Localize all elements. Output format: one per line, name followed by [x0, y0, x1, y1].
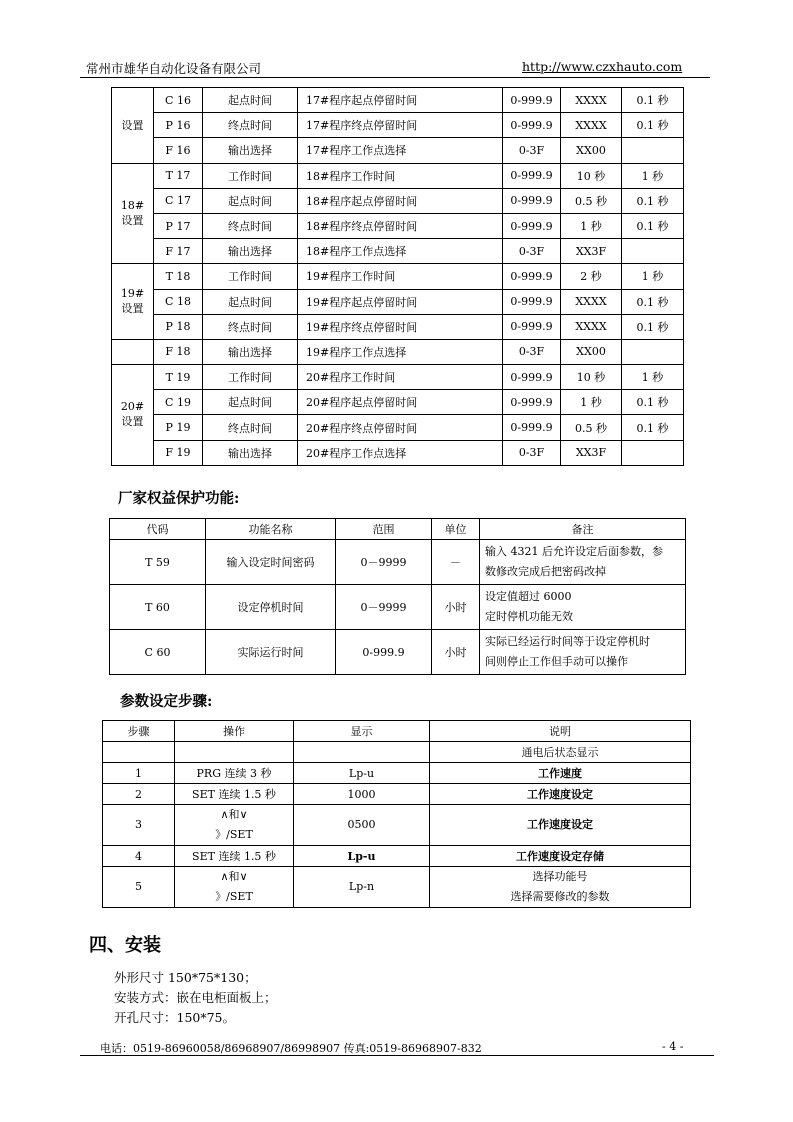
cell-name: 设定停机时间 — [206, 585, 336, 630]
cell-name: 起点时间 — [203, 188, 298, 213]
cell-range: 0-999.9 — [336, 630, 432, 675]
protection-table — [109, 518, 686, 675]
program-parameter-table — [111, 87, 684, 466]
cell-range: 0－9999 — [336, 585, 432, 630]
cell-note-line: 设定值超过 6000 — [485, 590, 572, 603]
table-row — [103, 867, 691, 908]
group-label — [112, 264, 154, 340]
cell-code: F 17 — [154, 239, 203, 264]
cell-code: F 19 — [154, 440, 203, 465]
cell-name: 终点时间 — [203, 415, 298, 440]
cell-unit: 1 秒 — [622, 264, 684, 289]
cell-description-line: 通电后状态显示 — [521, 746, 599, 759]
cell-code: C 18 — [154, 289, 203, 314]
cell-operation-line: ∧和∨ — [220, 808, 248, 821]
table-row — [112, 365, 684, 390]
cell-unit — [622, 239, 684, 264]
cell-range: 0-999.9 — [503, 365, 561, 390]
cell-display: Lp-u — [294, 763, 430, 784]
group-label — [112, 365, 154, 466]
cell-name: 终点时间 — [203, 213, 298, 238]
column-header: 显示 — [294, 721, 430, 742]
cell-description — [430, 867, 691, 908]
cell-step: 3 — [103, 805, 175, 846]
column-header: 说明 — [430, 721, 691, 742]
column-header: 操作 — [175, 721, 294, 742]
cell-display — [294, 742, 430, 763]
column-header: 范围 — [336, 519, 432, 540]
cell-unit — [622, 339, 684, 364]
group-label-line: 20# — [120, 400, 145, 414]
cell-unit: 小时 — [432, 585, 480, 630]
cell-default: XXXX — [561, 289, 622, 314]
cell-default: 2 秒 — [561, 264, 622, 289]
cell-operation-line: PRG 连续 3 秒 — [196, 767, 272, 780]
table-row — [112, 415, 684, 440]
cell-default: XX3F — [561, 239, 622, 264]
cell-operation — [175, 763, 294, 784]
cell-default: XXXX — [561, 113, 622, 138]
table-row — [112, 188, 684, 213]
table-row — [112, 138, 684, 163]
table-row — [112, 113, 684, 138]
column-header: 单位 — [432, 519, 480, 540]
cell-description: 17#程序工作点选择 — [298, 138, 503, 163]
header-divider — [80, 77, 710, 78]
group-label — [112, 88, 154, 164]
cell-unit: 0.1 秒 — [622, 314, 684, 339]
cell-range: 0-999.9 — [503, 390, 561, 415]
install-heading: 四、安装 — [89, 935, 161, 956]
cell-note-line: 数修改完成后把密码改掉 — [485, 565, 606, 578]
cell-unit: 1 秒 — [622, 163, 684, 188]
cell-name: 终点时间 — [203, 314, 298, 339]
cell-unit: 0.1 秒 — [622, 88, 684, 113]
protection-heading: 厂家权益保护功能: — [118, 490, 240, 507]
table-row — [112, 264, 684, 289]
table-row — [112, 440, 684, 465]
table-row — [103, 742, 691, 763]
column-header: 步骤 — [103, 721, 175, 742]
header-url-link[interactable]: http://www.czxhauto.com — [522, 59, 683, 74]
cell-operation — [175, 784, 294, 805]
cell-operation-line: ∧和∨ — [220, 870, 248, 883]
cell-range: 0-999.9 — [503, 289, 561, 314]
cell-description — [430, 805, 691, 846]
table-row — [112, 213, 684, 238]
footer-page-number: - 4 - — [662, 1040, 684, 1053]
cell-code: P 16 — [154, 113, 203, 138]
cell-description: 20#程序工作时间 — [298, 365, 503, 390]
steps-heading: 参数设定步骤: — [120, 693, 213, 710]
cell-unit: 0.1 秒 — [622, 415, 684, 440]
group-label-line: 设置 — [121, 213, 144, 227]
group-label — [112, 163, 154, 264]
cell-display: Lp-u — [294, 846, 430, 867]
cell-step: 4 — [103, 846, 175, 867]
cell-range: 0-999.9 — [503, 113, 561, 138]
column-header: 功能名称 — [206, 519, 336, 540]
cell-range: 0-999.9 — [503, 314, 561, 339]
cell-operation-line: SET 连续 1.5 秒 — [192, 788, 276, 801]
steps-table — [102, 720, 691, 908]
footer-divider — [80, 1055, 714, 1056]
cell-default: 0.5 秒 — [561, 415, 622, 440]
cell-description: 20#程序工作点选择 — [298, 440, 503, 465]
cell-code: T 18 — [154, 264, 203, 289]
group-label-line: 18# — [120, 198, 145, 212]
cell-unit: － — [432, 540, 480, 585]
cell-note-line: 输入 4321 后允许设定后面参数，参 — [485, 545, 663, 558]
cell-display: Lp-n — [294, 867, 430, 908]
cell-description-line: 工作速度设定 — [527, 818, 593, 831]
cell-range: 0-999.9 — [503, 213, 561, 238]
cell-code: P 18 — [154, 314, 203, 339]
install-line-method: 安装方式：嵌在电柜面板上； — [114, 990, 277, 1005]
cell-range: 0-999.9 — [503, 163, 561, 188]
cell-default: XXXX — [561, 314, 622, 339]
table-row — [112, 339, 684, 364]
cell-code: T 19 — [154, 365, 203, 390]
cell-name: 输出选择 — [203, 239, 298, 264]
cell-operation — [175, 805, 294, 846]
cell-operation-line: 》/SET — [215, 890, 253, 903]
cell-range: 0－9999 — [336, 540, 432, 585]
cell-default: 0.5 秒 — [561, 188, 622, 213]
cell-code: C 60 — [110, 630, 206, 675]
cell-name: 实际运行时间 — [206, 630, 336, 675]
cell-description-line: 工作速度设定存储 — [516, 850, 604, 863]
table-row — [103, 805, 691, 846]
cell-name: 起点时间 — [203, 289, 298, 314]
cell-code: T 60 — [110, 585, 206, 630]
column-header: 备注 — [480, 519, 686, 540]
cell-operation — [175, 846, 294, 867]
cell-description — [430, 846, 691, 867]
table-row — [110, 540, 686, 585]
cell-unit: 0.1 秒 — [622, 289, 684, 314]
cell-description: 18#程序起点停留时间 — [298, 188, 503, 213]
group-label-line: 19# — [120, 287, 145, 301]
table-row — [112, 88, 684, 113]
cell-default: XX00 — [561, 138, 622, 163]
table-row — [103, 846, 691, 867]
cell-name: 起点时间 — [203, 88, 298, 113]
cell-code: T 17 — [154, 163, 203, 188]
table-row — [112, 314, 684, 339]
column-header: 代码 — [110, 519, 206, 540]
table-row — [112, 239, 684, 264]
cell-note — [480, 540, 686, 585]
cell-description: 19#程序起点停留时间 — [298, 289, 503, 314]
cell-range: 0-3F — [503, 440, 561, 465]
cell-range: 0-3F — [503, 339, 561, 364]
cell-step: 2 — [103, 784, 175, 805]
cell-note-line: 间则停止工作但手动可以操作 — [485, 655, 628, 668]
cell-range: 0-3F — [503, 138, 561, 163]
cell-range: 0-999.9 — [503, 188, 561, 213]
table-row — [110, 630, 686, 675]
cell-description-line: 工作速度设定 — [527, 788, 593, 801]
cell-description-line: 选择功能号 — [532, 870, 588, 883]
cell-name: 输出选择 — [203, 339, 298, 364]
cell-name: 工作时间 — [203, 264, 298, 289]
cell-display: 1000 — [294, 784, 430, 805]
cell-name: 输入设定时间密码 — [206, 540, 336, 585]
group-label — [112, 339, 154, 364]
cell-description: 18#程序工作时间 — [298, 163, 503, 188]
cell-description-line: 工作速度 — [538, 767, 582, 780]
table-row — [112, 289, 684, 314]
cell-unit: 1 秒 — [622, 365, 684, 390]
cell-operation-line: SET 连续 1.5 秒 — [192, 850, 276, 863]
group-label-line: 设置 — [121, 302, 144, 316]
cell-unit: 0.1 秒 — [622, 113, 684, 138]
cell-code: C 17 — [154, 188, 203, 213]
cell-step — [103, 742, 175, 763]
cell-description: 20#程序终点停留时间 — [298, 415, 503, 440]
cell-description — [430, 784, 691, 805]
cell-description: 19#程序终点停留时间 — [298, 314, 503, 339]
cell-operation-line: 》/SET — [215, 828, 253, 841]
cell-code: T 59 — [110, 540, 206, 585]
cell-note-line: 实际已经运行时间等于设定停机时 — [485, 635, 650, 648]
table-row — [110, 585, 686, 630]
cell-name: 工作时间 — [203, 365, 298, 390]
cell-unit: 0.1 秒 — [622, 390, 684, 415]
cell-code: C 19 — [154, 390, 203, 415]
cell-display: 0500 — [294, 805, 430, 846]
table-row — [103, 784, 691, 805]
cell-unit: 0.1 秒 — [622, 213, 684, 238]
install-line-cutout: 开孔尺寸：150*75。 — [114, 1010, 236, 1025]
group-label-line: 设置 — [121, 415, 144, 429]
cell-description: 18#程序终点停留时间 — [298, 213, 503, 238]
cell-default: 1 秒 — [561, 390, 622, 415]
cell-description — [430, 763, 691, 784]
footer-contact: 电话：0519-86960058/86968907/86998907 传真:0519-86968907-832 — [100, 1042, 482, 1055]
cell-default: 10 秒 — [561, 365, 622, 390]
cell-range: 0-999.9 — [503, 264, 561, 289]
cell-code: P 19 — [154, 415, 203, 440]
group-label-line: 设置 — [121, 119, 144, 133]
cell-name: 输出选择 — [203, 440, 298, 465]
cell-description: 19#程序工作时间 — [298, 264, 503, 289]
cell-unit: 0.1 秒 — [622, 188, 684, 213]
cell-description: 17#程序终点停留时间 — [298, 113, 503, 138]
cell-name: 起点时间 — [203, 390, 298, 415]
cell-unit — [622, 138, 684, 163]
cell-default: XXXX — [561, 88, 622, 113]
cell-description: 17#程序起点停留时间 — [298, 88, 503, 113]
header-company: 常州市雄华自动化设备有限公司 — [86, 61, 262, 76]
cell-operation — [175, 867, 294, 908]
cell-note-line: 定时停机功能无效 — [485, 610, 573, 623]
cell-range: 0-999.9 — [503, 415, 561, 440]
table-row — [112, 390, 684, 415]
cell-description: 18#程序工作点选择 — [298, 239, 503, 264]
cell-description-line: 选择需要修改的参数 — [510, 890, 610, 903]
cell-operation — [175, 742, 294, 763]
cell-code: C 16 — [154, 88, 203, 113]
cell-default: XX00 — [561, 339, 622, 364]
cell-default: 10 秒 — [561, 163, 622, 188]
table-row — [112, 163, 684, 188]
cell-default: 1 秒 — [561, 213, 622, 238]
install-line-size: 外形尺寸 150*75*130； — [114, 970, 257, 985]
cell-note — [480, 585, 686, 630]
cell-unit: 小时 — [432, 630, 480, 675]
cell-description: 20#程序起点停留时间 — [298, 390, 503, 415]
cell-unit — [622, 440, 684, 465]
cell-range: 0-999.9 — [503, 88, 561, 113]
cell-note — [480, 630, 686, 675]
cell-default: XX3F — [561, 440, 622, 465]
cell-description: 19#程序工作点选择 — [298, 339, 503, 364]
cell-description — [430, 742, 691, 763]
cell-step: 1 — [103, 763, 175, 784]
cell-step: 5 — [103, 867, 175, 908]
cell-range: 0-3F — [503, 239, 561, 264]
cell-code: F 16 — [154, 138, 203, 163]
cell-name: 终点时间 — [203, 113, 298, 138]
cell-code: F 18 — [154, 339, 203, 364]
cell-name: 输出选择 — [203, 138, 298, 163]
table-row — [103, 763, 691, 784]
cell-name: 工作时间 — [203, 163, 298, 188]
cell-code: P 17 — [154, 213, 203, 238]
